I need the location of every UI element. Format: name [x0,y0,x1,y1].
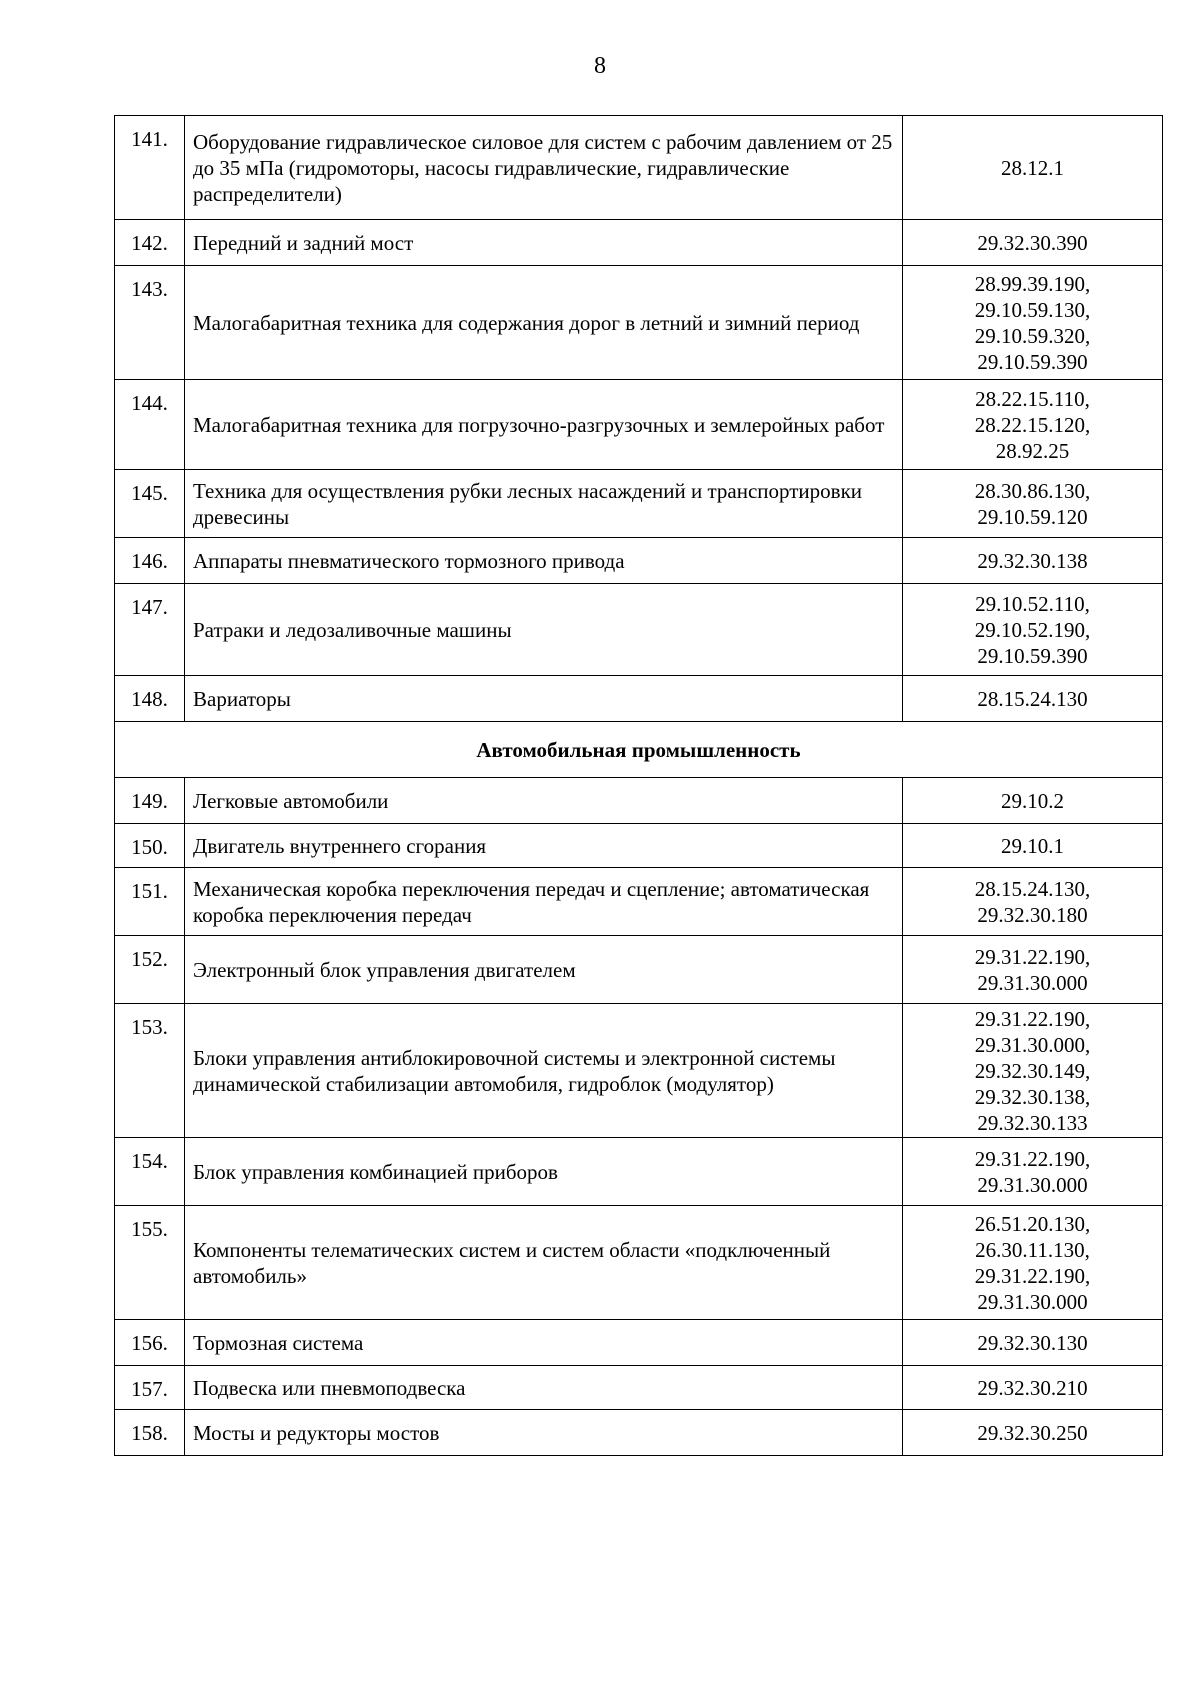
product-name: Вариаторы [185,676,903,722]
okpd-code: 29.10.59.390 [977,643,1088,668]
table-row [115,1206,1163,1320]
row-number: 158. [115,1410,185,1456]
table-row [115,1320,1163,1366]
okpd-code: 29.32.30.138 [977,548,1088,573]
okpd-code: 29.32.30.149, [974,1058,1091,1083]
okpd-code: 29.32.30.133 [977,1110,1088,1135]
okpd-code: 29.10.59.120 [977,504,1088,529]
table-row [115,380,1163,470]
table-row [115,116,1163,220]
okpd-code: 29.10.52.190, [974,617,1091,642]
row-number: 148. [115,676,185,722]
row-number: 151. [115,868,185,936]
product-name: Техника для осуществления рубки лесных насаждений и транспортировки древесины [185,470,903,538]
okpd-code: 29.31.30.000 [977,1172,1088,1197]
okpd-codes [903,116,1163,220]
okpd-codes [903,380,1163,470]
okpd-code: 26.30.11.130, [975,1237,1090,1262]
okpd-code: 28.30.86.130, [974,478,1091,503]
table-row [115,676,1163,722]
okpd-codes [903,1410,1163,1456]
okpd-code: 29.31.30.000, [974,1032,1091,1057]
product-name: Подвеска или пневмоподвеска [185,1366,903,1410]
product-name: Тормозная система [185,1320,903,1366]
okpd-code: 29.32.30.250 [977,1420,1088,1445]
product-name: Легковые автомобили [185,778,903,824]
row-number: 155. [115,1206,185,1320]
product-name: Передний и задний мост [185,220,903,266]
okpd-code: 29.32.30.180 [977,902,1088,927]
okpd-codes [903,584,1163,676]
okpd-code: 28.15.24.130 [977,686,1088,711]
page-number: 8 [594,53,606,79]
row-number: 141. [115,116,185,220]
product-table [114,115,1163,1456]
okpd-code: 28.12.1 [1001,155,1064,180]
row-number: 142. [115,220,185,266]
row-number: 144. [115,380,185,470]
okpd-code: 29.31.22.190, [974,1146,1091,1171]
product-name: Аппараты пневматического тормозного привода [185,538,903,584]
okpd-codes [903,824,1163,868]
okpd-code: 28.22.15.120, [974,412,1091,437]
table-body [115,116,1163,1456]
okpd-code: 28.92.25 [995,438,1070,463]
product-name: Мосты и редукторы мостов [185,1410,903,1456]
product-name: Блок управления комбинацией приборов [185,1138,903,1206]
table-row [115,1004,1163,1138]
row-number: 145. [115,470,185,538]
okpd-code: 26.51.20.130, [974,1211,1091,1236]
product-name: Электронный блок управления двигателем [185,936,903,1004]
okpd-code: 29.31.22.190, [974,944,1091,969]
okpd-code: 29.10.59.390 [977,349,1088,374]
okpd-code: 29.10.52.110, [975,591,1090,616]
table-row [115,266,1163,380]
okpd-code: 29.31.30.000 [977,970,1088,995]
row-number: 149. [115,778,185,824]
table-row [115,584,1163,676]
table-row [115,824,1163,868]
okpd-code: 29.32.30.210 [977,1375,1088,1400]
product-name: Малогабаритная техника для погрузочно-разгрузочных и землеройных работ [185,380,903,470]
table-row [115,470,1163,538]
product-name: Компоненты телематических систем и систем области «подключенный автомобиль» [185,1206,903,1320]
table-row [115,936,1163,1004]
table-row [115,1366,1163,1410]
okpd-codes [903,1320,1163,1366]
table-row [115,1410,1163,1456]
okpd-code: 28.15.24.130, [974,876,1091,901]
okpd-codes [903,470,1163,538]
okpd-code: 29.32.30.130 [977,1330,1088,1355]
okpd-codes [903,1138,1163,1206]
okpd-codes [903,676,1163,722]
section-title: Автомобильная промышленность [115,722,1163,778]
okpd-code: 29.31.30.000 [977,1289,1088,1314]
okpd-code: 29.32.30.138, [974,1084,1091,1109]
okpd-codes [903,778,1163,824]
okpd-code: 29.32.30.390 [977,230,1088,255]
table-row [115,538,1163,584]
okpd-code: 29.10.2 [1001,788,1064,813]
row-number: 152. [115,936,185,1004]
okpd-codes [903,868,1163,936]
table-row [115,1138,1163,1206]
okpd-codes [903,220,1163,266]
product-name: Малогабаритная техника для содержания дорог в летний и зимний период [185,266,903,380]
okpd-code: 29.31.22.190, [974,1006,1091,1031]
okpd-codes [903,1004,1163,1138]
okpd-codes [903,1366,1163,1410]
row-number: 153. [115,1004,185,1138]
row-number: 157. [115,1366,185,1410]
okpd-codes [903,538,1163,584]
row-number: 150. [115,824,185,868]
row-number: 156. [115,1320,185,1366]
okpd-codes [903,1206,1163,1320]
table-row [115,778,1163,824]
okpd-code: 29.31.22.190, [974,1263,1091,1288]
row-number: 154. [115,1138,185,1206]
okpd-code: 29.10.59.130, [974,297,1091,322]
okpd-code: 28.22.15.110, [975,386,1090,411]
product-name: Двигатель внутреннего сгорания [185,824,903,868]
okpd-code: 28.99.39.190, [974,271,1091,296]
product-name: Ратраки и ледозаливочные машины [185,584,903,676]
row-number: 146. [115,538,185,584]
okpd-code: 29.10.59.320, [974,323,1091,348]
okpd-codes [903,936,1163,1004]
section-header-row [115,722,1163,778]
product-name: Механическая коробка переключения передач и сцепление; автоматическая коробка переключения передач [185,868,903,936]
row-number: 143. [115,266,185,380]
product-name: Оборудование гидравлическое силовое для систем с рабочим давлением от 25 до 35 мПа (гидромоторы, насосы гидравлические, гидравлические распределители) [185,116,903,220]
product-name: Блоки управления антиблокировочной системы и электронной системы динамической стабилизации автомобиля, гидроблок (модулятор) [185,1004,903,1138]
okpd-code: 29.10.1 [1001,833,1064,858]
table-row [115,868,1163,936]
row-number: 147. [115,584,185,676]
okpd-codes [903,266,1163,380]
table-row [115,220,1163,266]
